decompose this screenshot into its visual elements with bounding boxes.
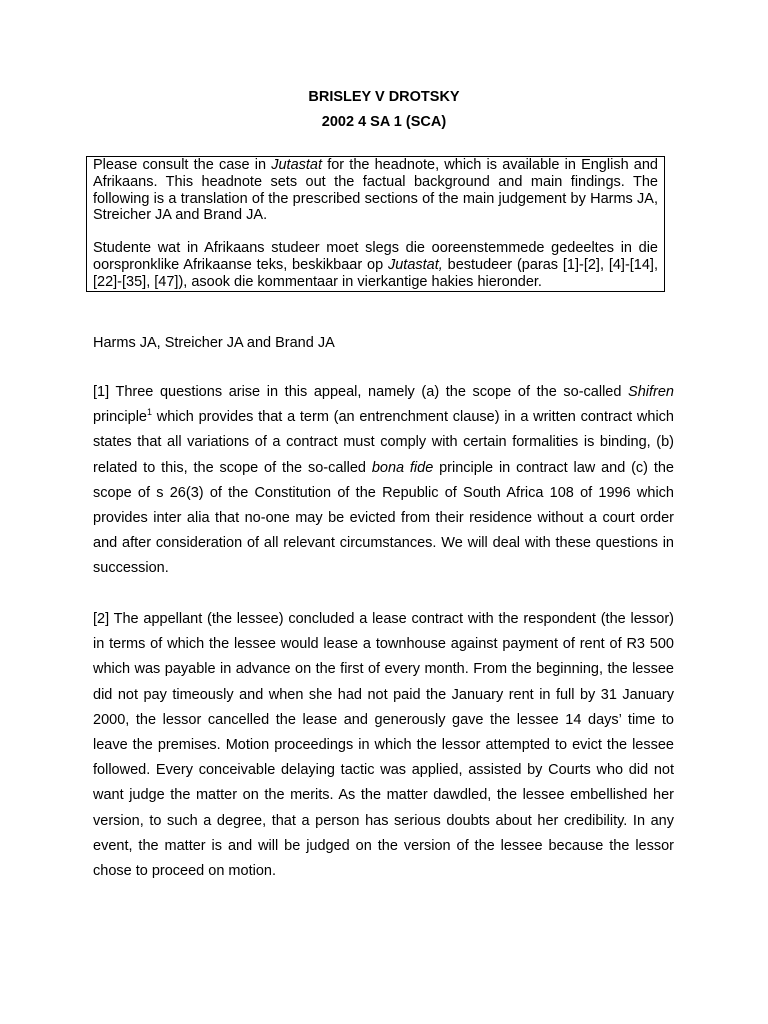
- case-title: BRISLEY V DROTSKY: [308, 89, 460, 105]
- notice-english: Please consult the case in Jutastat for the headnote, which is available in English and Afrikaans. This headnote sets out the factual background and main findings. The following is a translation of the prescribed sections of the main judgement by Harms JA, Streicher JA and Brand JA.: [93, 157, 658, 224]
- footnote-marker[interactable]: 1: [147, 407, 153, 418]
- judges-line: Harms JA, Streicher JA and Brand JA: [93, 335, 335, 351]
- notice-box: [86, 156, 665, 292]
- notice-afrikaans: Studente wat in Afrikaans studeer moet slegs die ooreenstemmede gedeeltes in die oorspronklike Afrikaanse teks, beskikbaar op Jutastat, bestudeer (paras [1]-[2], [4]-[14], [22]-[35], [47]), asook die kommentaar in vierkantige hakies hieronder.: [93, 240, 658, 290]
- jutastat-emphasis: Jutastat: [271, 157, 323, 173]
- paragraph-1: [1] Three questions arise in this appeal, namely (a) the scope of the so-called Shifren principle$^1$ which provides that a term (an entrenchment clause) in a written contract which states that all variations of a contract must comply with certain formalities is binding, (b) related to this, the scope of the so-called bona fide principle in contract law and (c) the scope of s 26(3) of the Constitution of the Republic of South Africa 108 of 1996 which provides inter alia that no-one may be evicted from their residence without a court order and after consideration of all relevant circumstances. We will deal with these questions in succession.: [93, 384, 674, 577]
- shifren-emphasis: Shifren: [628, 384, 674, 400]
- bona-fide-emphasis: bona fide: [371, 459, 434, 476]
- case-citation: 2002 4 SA 1 (SCA): [321, 114, 447, 130]
- jutastat-emphasis: Jutastat,: [387, 256, 443, 273]
- paragraph-2: [2] The appellant (the lessee) concluded a lease contract with the respondent (the lessor) in terms of which the lessee would lease a townhouse against payment of rent of R3 500 which was payable in advance on the first of every month. From the beginning, the lessee did not pay timeously and when she had not paid the January rent in full by 31 January 2000, the lessor cancelled the lease and generously gave the lessee 14 days’ time to leave the premises. Motion proceedings in which the lessor attempted to evict the lessee followed. Every conceivable delaying tactic was applied, assisted by Courts who did not want judge the matter on the merits. As the matter dawdled, the lessee embellished her version, to such a degree, that a person has serious doubts about her credibility. In any event, the matter is and will be judged on the version of the lessee because the lessor chose to proceed on motion.: [93, 611, 674, 880]
